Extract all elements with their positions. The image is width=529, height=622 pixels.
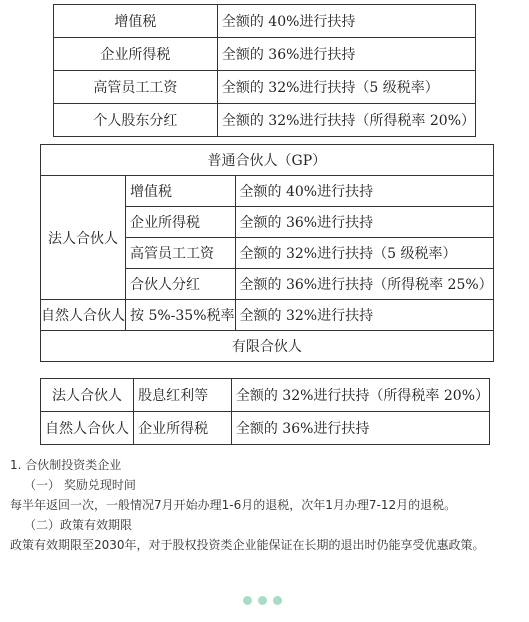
table-cell: 全额的 40%进行扶持 (217, 5, 475, 38)
notes-paragraph: 每半年返回一次，一般情况7月开始办理1-6月的退税，次年1月办理7-12月的退税。 (10, 498, 457, 512)
table-row (41, 300, 494, 331)
limited-partner-table (40, 378, 490, 445)
table-row (54, 38, 476, 71)
table-cell: 合伙人分红 (126, 269, 236, 300)
legal-partner-label: 法人合伙人 (41, 176, 126, 300)
tax-table-1 (53, 4, 476, 137)
table-cell: 法人合伙人 (41, 379, 134, 412)
table-header-gp: 普通合伙人（GP） (41, 145, 494, 176)
table-cell: 自然人合伙人 (41, 412, 134, 445)
table-cell: 全额的 40%进行扶持 (235, 176, 493, 207)
table-row (41, 176, 494, 207)
table-cell: 按 5%-35%税率 (126, 300, 236, 331)
policy-notes (10, 455, 520, 555)
natural-partner-label: 自然人合伙人 (41, 300, 126, 331)
table-header-row (41, 145, 494, 176)
table-header-lp: 有限合伙人 (41, 331, 494, 362)
notes-paragraph: 政策有效期限至2030年，对于股权投资类企业能保证在长期的退出时仍能享受优惠政策。 (10, 538, 485, 552)
table-cell: 全额的 32%进行扶持（5 级税率） (235, 238, 493, 269)
partnership-tax-table (40, 144, 494, 362)
table-cell: 全额的 32%进行扶持 (235, 300, 493, 331)
table-cell: 高管员工工资 (54, 71, 218, 104)
table-cell: 增值税 (126, 176, 236, 207)
pager-dot (273, 596, 282, 605)
table-row (54, 5, 476, 38)
table-row (41, 412, 490, 445)
pager-dot (258, 596, 267, 605)
table-cell: 全额的 36%进行扶持 (217, 38, 475, 71)
table-cell: 高管员工工资 (126, 238, 236, 269)
table-cell: 股息红利等 (134, 379, 232, 412)
pager-dots (243, 596, 282, 605)
pager-dot (243, 596, 252, 605)
table-cell: 企业所得税 (54, 38, 218, 71)
table-cell: 企业所得税 (134, 412, 232, 445)
table-cell: 个人股东分红 (54, 104, 218, 137)
table-cell: 全额的 36%进行扶持（所得税率 25%） (235, 269, 493, 300)
table-cell: 全额的 32%进行扶持（5 级税率） (217, 71, 475, 104)
notes-subheading: （二）政策有效期限 (24, 518, 133, 532)
table-cell: 增值税 (54, 5, 218, 38)
table-cell: 全额的 32%进行扶持（所得税率 20%） (217, 104, 475, 137)
table-cell: 全额的 36%进行扶持 (235, 207, 493, 238)
table-cell: 全额的 32%进行扶持（所得税率 20%） (231, 379, 489, 412)
table-row (54, 104, 476, 137)
notes-subheading: （一） 奖励兑现时间 (24, 478, 136, 492)
table-cell: 全额的 36%进行扶持 (231, 412, 489, 445)
table-footer-row (41, 331, 494, 362)
table-cell: 企业所得税 (126, 207, 236, 238)
notes-heading: 1. 合伙制投资类企业 (10, 458, 122, 472)
table-row (41, 379, 490, 412)
table-row (54, 71, 476, 104)
